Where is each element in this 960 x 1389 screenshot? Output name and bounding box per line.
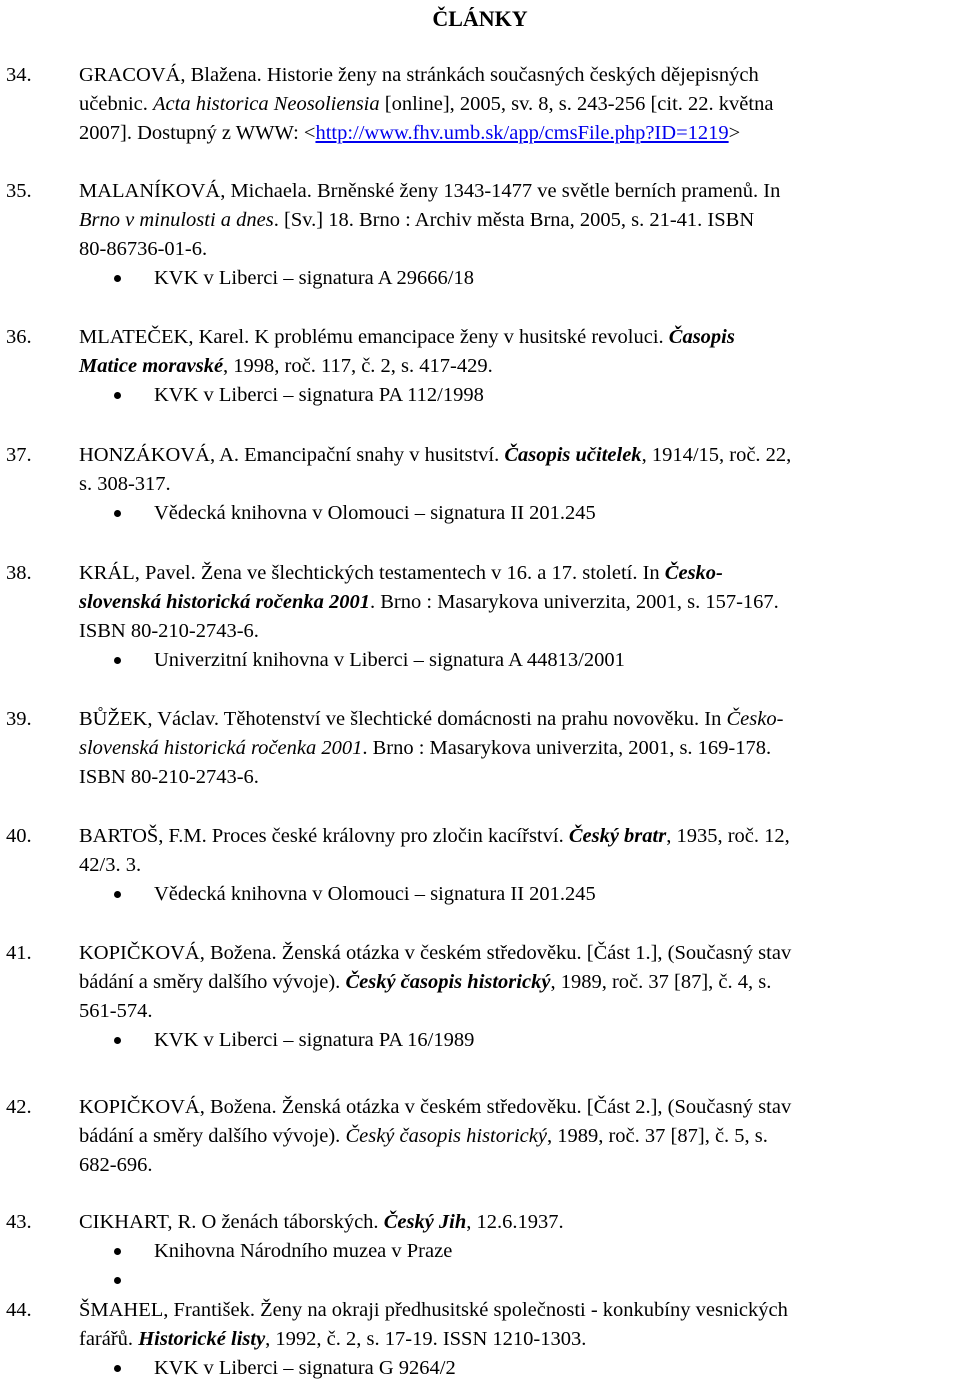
url-link[interactable]: http://www.fhv.umb.sk/app/cmsFile.php?ID=1219 xyxy=(315,122,729,144)
citation-line: farářů. Historické listy, 1992, č. 2, s. 17-19. ISSN 1210-1303. xyxy=(79,1328,587,1350)
citation-line: KRÁL, Pavel. Žena ve šlechtických testamentech v 16. a 17. století. In Česko- xyxy=(79,562,723,584)
bullet-icon xyxy=(114,392,121,399)
citation-line: ISBN 80-210-2743-6. xyxy=(79,620,259,642)
source-title: slovenská historická ročenka 2001 xyxy=(79,591,370,613)
entry-citation xyxy=(79,61,959,148)
library-signature: KVK v Liberci – signatura G 9264/2 xyxy=(154,1357,456,1379)
citation-line: KOPIČKOVÁ, Božena. Ženská otázka v českém středověku. [Část 1.], (Současný stav xyxy=(79,942,792,964)
bullet-icon xyxy=(114,1365,121,1372)
location-bullet xyxy=(0,1026,960,1055)
entry-number: 43. xyxy=(6,1211,32,1233)
citation-line: Matice moravské, 1998, roč. 117, č. 2, s. 417-429. xyxy=(79,355,493,377)
citation-line: bádání a směry dalšího vývoje). Český časopis historický, 1989, roč. 37 [87], č. 4, s. xyxy=(79,971,772,993)
citation-line: 80-86736-01-6. xyxy=(79,238,208,260)
source-title: Český časopis historický xyxy=(345,1125,547,1147)
library-signature: KVK v Liberci – signatura PA 112/1998 xyxy=(154,384,484,406)
library-signature: KVK v Liberci – signatura PA 16/1989 xyxy=(154,1029,475,1051)
library-signature: Vědecká knihovna v Olomouci – signatura II 201.245 xyxy=(154,883,596,905)
source-title: Český bratr xyxy=(568,825,667,847)
citation-line: Brno v minulosti a dnes. [Sv.] 18. Brno : Archiv města Brna, 2005, s. 21-41. ISBN xyxy=(79,209,755,231)
source-title: Česko- xyxy=(726,708,784,730)
citation-line: KOPIČKOVÁ, Božena. Ženská otázka v českém středověku. [Část 2.], (Současný stav xyxy=(79,1096,792,1118)
entry-number: 35. xyxy=(6,180,32,202)
entry-number: 38. xyxy=(6,562,32,584)
entry-citation xyxy=(79,822,959,880)
entry-citation xyxy=(79,559,959,646)
citation-line: ŠMAHEL, František. Ženy na okraji předhusitské společnosti - konkubíny vesnických xyxy=(79,1299,788,1321)
citation-line: GRACOVÁ, Blažena. Historie ženy na stránkách současných českých dějepisných xyxy=(79,64,759,86)
entry-number: 41. xyxy=(6,942,32,964)
bullet-icon xyxy=(114,1277,121,1284)
location-bullet xyxy=(0,880,960,909)
bullet-icon xyxy=(114,510,121,517)
source-title: Matice moravské xyxy=(79,355,224,377)
citation-line: CIKHART, R. O ženách táborských. Český Jih, 12.6.1937. xyxy=(79,1211,564,1233)
bullet-icon xyxy=(114,891,121,898)
library-signature: Vědecká knihovna v Olomouci – signatura II 201.245 xyxy=(154,502,596,524)
entry-citation xyxy=(79,1296,959,1354)
citation-line: 682-696. xyxy=(79,1154,153,1176)
entry-citation xyxy=(79,1093,959,1180)
location-bullet xyxy=(0,1354,960,1383)
entry-number: 44. xyxy=(6,1299,32,1321)
entry-citation xyxy=(79,177,959,264)
bullet-icon xyxy=(114,657,121,664)
location-bullet xyxy=(0,1237,960,1266)
library-signature: KVK v Liberci – signatura A 29666/18 xyxy=(154,267,474,289)
citation-line: slovenská historická ročenka 2001. Brno : Masarykova univerzita, 2001, s. 169-178. xyxy=(79,737,772,759)
citation-line: slovenská historická ročenka 2001. Brno : Masarykova univerzita, 2001, s. 157-167. xyxy=(79,591,779,613)
citation-line: MALANÍKOVÁ, Michaela. Brněnské ženy 1343-1477 ve světle berních pramenů. In xyxy=(79,180,781,202)
entry-number: 34. xyxy=(6,64,32,86)
source-title: Český časopis historický xyxy=(345,971,551,993)
source-title: Český Jih xyxy=(383,1211,467,1233)
entry-citation xyxy=(79,323,959,381)
entry-number: 37. xyxy=(6,444,32,466)
citation-line: BŮŽEK, Václav. Těhotenství ve šlechtické domácnosti na prahu novověku. In Česko- xyxy=(79,708,784,730)
library-signature: Univerzitní knihovna v Liberci – signatura A 44813/2001 xyxy=(154,649,625,671)
source-title: slovenská historická ročenka 2001 xyxy=(79,737,363,759)
citation-line: bádání a směry dalšího vývoje). Český časopis historický, 1989, roč. 37 [87], č. 5, s. xyxy=(79,1125,768,1147)
location-bullet xyxy=(0,381,960,410)
source-title: Brno v minulosti a dnes xyxy=(79,209,274,231)
source-title: Historické listy xyxy=(138,1328,266,1350)
location-bullet xyxy=(0,1266,960,1295)
entry-number: 40. xyxy=(6,825,32,847)
source-title: Acta historica Neosoliensia xyxy=(153,93,380,115)
location-bullet xyxy=(0,646,960,675)
entry-citation xyxy=(79,1208,959,1237)
bullet-icon xyxy=(114,1248,121,1255)
citation-line: HONZÁKOVÁ, A. Emancipační snahy v husitství. Časopis učitelek, 1914/15, roč. 22, xyxy=(79,444,792,466)
citation-line: učebnic. Acta historica Neosoliensia [online], 2005, sv. 8, s. 243-256 [cit. 22. května xyxy=(79,93,774,115)
bullet-icon xyxy=(114,275,121,282)
citation-line: 561-574. xyxy=(79,1000,153,1022)
citation-line: s. 308-317. xyxy=(79,473,171,495)
source-title: Česko- xyxy=(664,562,723,584)
source-title: Časopis učitelek xyxy=(504,444,642,466)
source-title: Časopis xyxy=(668,326,735,348)
entry-number: 42. xyxy=(6,1096,32,1118)
citation-line: 2007]. Dostupný z WWW: <http://www.fhv.umb.sk/app/cmsFile.php?ID=1219> xyxy=(79,122,741,144)
citation-line: BARTOŠ, F.M. Proces české královny pro zločin kacířství. Český bratr, 1935, roč. 12, xyxy=(79,825,790,847)
entry-number: 36. xyxy=(6,326,32,348)
entry-citation xyxy=(79,939,959,1026)
page-title: ČLÁNKY xyxy=(432,6,528,31)
entry-number: 39. xyxy=(6,708,32,730)
entry-citation xyxy=(79,441,959,499)
citation-line: MLATEČEK, Karel. K problému emancipace ženy v husitské revoluci. Časopis xyxy=(79,326,735,348)
library-signature: Knihovna Národního muzea v Praze xyxy=(154,1240,453,1262)
entry-citation xyxy=(79,705,959,792)
citation-line: 42/3. 3. xyxy=(79,854,142,876)
location-bullet xyxy=(0,499,960,528)
citation-line: ISBN 80-210-2743-6. xyxy=(79,766,259,788)
location-bullet xyxy=(0,264,960,293)
bullet-icon xyxy=(114,1037,121,1044)
